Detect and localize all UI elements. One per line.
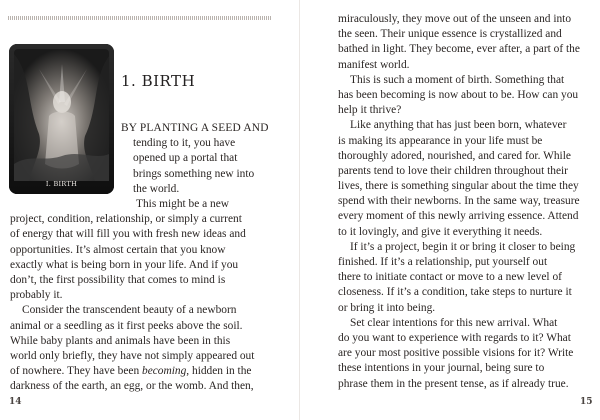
body-line: While baby plants and animals have been in this [10, 334, 231, 347]
body-line: parents tend to love their children throughout their [338, 164, 568, 177]
body-line: or bring it into being. [338, 301, 436, 314]
body-text-fragment: of nowhere. They have been [10, 365, 142, 378]
body-line: This is such a moment of birth. Something that [350, 73, 565, 86]
right-page [300, 0, 600, 420]
body-line: opportunities. It’s almost certain that you know [10, 243, 226, 256]
body-line: animal or a seedling as it first peeks above the soil. [10, 319, 243, 332]
body-line: probably it. [10, 289, 63, 302]
body-line: finished. If it’s a relationship, put yourself out [338, 256, 548, 268]
body-line: If it’s a project, begin it or bring it closer to being [350, 240, 576, 253]
body-line: darkness of the earth, an egg, or the womb. And then, [10, 380, 254, 393]
body-line: spend with their newborns. In the same way, treasure [338, 195, 580, 208]
body-line: miraculously, they move out of the unseen and into [338, 13, 572, 25]
body-line: has been becoming is now about to be. How can you [338, 88, 579, 101]
intro-paragraph [121, 121, 269, 197]
chapter-title: 1. BIRTH [121, 72, 196, 90]
body-line: exactly what is being born in your life. And if you [10, 258, 239, 271]
body-line: lives, there is something singular about the time they [338, 180, 579, 193]
body-line: manifest world. [338, 58, 410, 71]
birth-card-illustration [9, 44, 114, 194]
body-text-fragment: , hidden in the [186, 365, 252, 378]
card-artwork [9, 44, 114, 194]
left-body-text [10, 197, 254, 394]
intro-line: brings something new into [133, 167, 255, 180]
body-line: do you want to experience with regards to it? What [338, 331, 571, 344]
body-line: don’t, the first possibility that comes to mind is [10, 273, 226, 286]
body-line: Like anything that has just been born, whatever [350, 119, 567, 132]
intro-line: tending to it, you have [133, 137, 236, 150]
intro-line: BY PLANTING A SEED AND [121, 122, 269, 134]
body-line: thoroughly adored, nourished, and cared for. While [338, 149, 571, 162]
body-line: world only briefly, they have not simply appeared out [10, 349, 255, 362]
body-line: This might be a new [136, 198, 230, 210]
page-number-right: 15 [580, 397, 593, 407]
body-line: project, condition, relationship, or simply a current [10, 213, 242, 226]
body-line: phrase them in the present tense, as if already true. [338, 377, 569, 390]
body-line: closeness. If it’s a condition, take steps to nurture it [338, 286, 572, 299]
body-line: there to initiate contact or move to a new level of [338, 271, 562, 284]
decorative-top-rule [8, 16, 271, 20]
page-number-left: 14 [9, 397, 22, 407]
body-line: are your most positive possible visions for it? Write [338, 347, 574, 360]
body-line: to it lovingly, and give it everything it needs. [338, 225, 543, 238]
card-label: I. BIRTH [45, 180, 78, 188]
body-line-with-emphasis [10, 364, 254, 379]
body-line: is making its appearance in your life must be [338, 134, 543, 147]
body-line: the seen. Their unique essence is crystallized and [338, 28, 562, 41]
intro-line: opened up a portal that [133, 152, 238, 165]
emphasis-word: becoming [142, 365, 187, 378]
body-line: help it thrive? [338, 104, 402, 117]
body-line: every moment of this newly arriving essence. Attend [338, 210, 579, 223]
body-line: Consider the transcendent beauty of a newborn [22, 304, 237, 317]
body-line: these intentions in your journal, being sure to [338, 362, 545, 375]
body-line: bathed in light. They become, ever after, a part of the [338, 43, 580, 56]
body-line: of energy that will fill you with fresh new ideas and [10, 228, 246, 241]
intro-line: the world. [133, 182, 180, 195]
right-body-text [338, 12, 580, 392]
body-line: Set clear intentions for this new arrival. What [350, 316, 558, 329]
